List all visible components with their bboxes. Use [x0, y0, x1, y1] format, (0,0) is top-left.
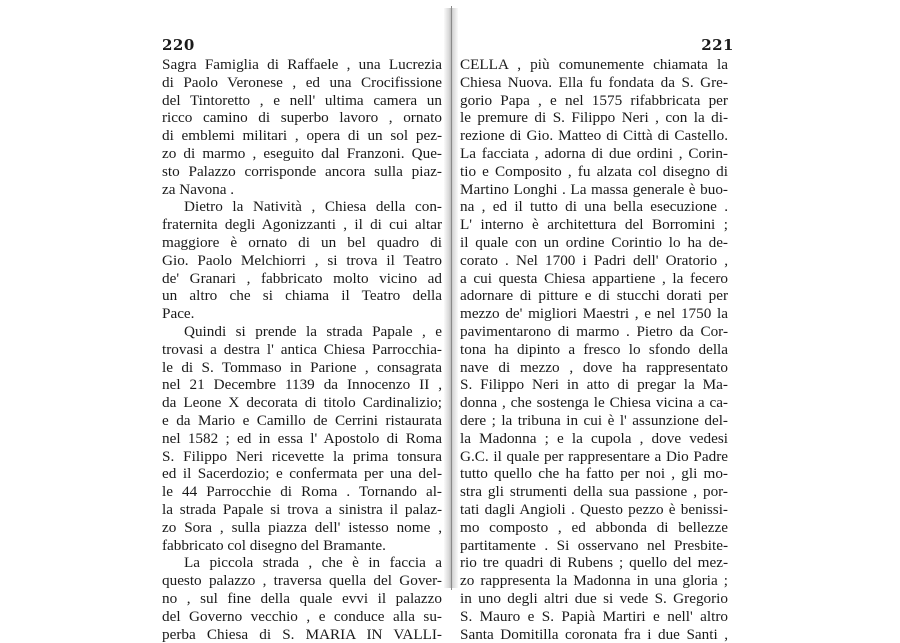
text-line: na , ed il tutto di una bella esecuzione . [460, 198, 728, 216]
text-line: Dietro la Natività , Chiesa della con- [162, 198, 442, 216]
text-line: za Navona . [162, 181, 442, 199]
text-line: Gio. Paolo Melchiorri , si trova il Teatro [162, 252, 442, 270]
text-line: nel 1582 ; ed in essa l' Apostolo di Roma [162, 430, 442, 448]
text-line: rio tre quadri di Rubens ; quello del mez- [460, 554, 728, 572]
text-line: S. Filippo Neri in atto di pregar la Ma- [460, 376, 728, 394]
text-line: tio e Composito , fu alzata col disegno di [460, 163, 728, 181]
text-line: corato . Nel 1700 i Padri dell' Oratorio , [460, 252, 728, 270]
text-line: del Tintoretto , e nell' ultima camera un [162, 92, 442, 110]
text-line: donna , che sostenga le Chiesa vicina a ca- [460, 394, 728, 412]
text-line: adornare di pitture e di stucchi dorati per [460, 287, 728, 305]
text-line: dere ; la tribuna in cui è l' assunzione del- [460, 412, 728, 430]
text-line: mezzo de' migliori Maestri , e nel 1750 la [460, 305, 728, 323]
text-line: ricco camino di superbo lavoro , ornato [162, 109, 442, 127]
text-line: zo Sora , sulla piazza dell' istesso nome , [162, 519, 442, 537]
text-line: a cui questa Chiesa appartiene , la fecero [460, 270, 728, 288]
right-page-text [460, 44, 728, 643]
text-line: fraternita degli Agonizzanti , il di cui altar [162, 216, 442, 234]
text-line: le 44 Parrocchie di Roma . Tornando al- [162, 483, 442, 501]
text-line: fabbricato col disegno del Bramante. [162, 537, 442, 555]
text-line: zo rappresenta la Madonna in una gloria ; [460, 572, 728, 590]
left-page-text [162, 44, 442, 643]
right-page-number: 221 [701, 36, 734, 54]
text-line: del Governo vecchio , e conduce alla su- [162, 608, 442, 626]
text-line: nel 21 Decembre 1139 da Innocenzo II , [162, 376, 442, 394]
text-line: Santa Domitilla coronata fra i due Santi , [460, 626, 728, 643]
text-line: rezione di Gio. Matteo di Città di Castello. [460, 127, 728, 145]
text-line: tutto quello che ha fatto per noi , gli mo- [460, 465, 728, 483]
text-line: partitamente . Si osservano nel Presbite- [460, 537, 728, 555]
text-line: tona ha dipinto a fresco lo sfondo della [460, 341, 728, 359]
text-line: S. Filippo Neri ricevette la prima tonsura [162, 448, 442, 466]
text-line: in uno degli altri due si vede S. Gregorio [460, 590, 728, 608]
text-line: trovasi a destra l' antica Chiesa Parrocchia- [162, 341, 442, 359]
text-line: mo composto , ed abbonda di bellezze [460, 519, 728, 537]
text-line: Martino Longhi . La massa generale è buo- [460, 181, 728, 199]
text-line: questo palazzo , traversa quella del Gover- [162, 572, 442, 590]
text-line: e da Mario e Camillo de Cerrini ristaurata [162, 412, 442, 430]
text-line: Quindi si prende la strada Papale , e [162, 323, 442, 341]
left-page [162, 44, 442, 643]
text-line: CELLA , più comunemente chiamata la [460, 56, 728, 74]
text-line: L' interno è architettura del Borromini ; [460, 216, 728, 234]
text-line: ed il Sacerdozio; e confermata per una del- [162, 465, 442, 483]
text-line: de' Granari , fabbricato molto vicino ad [162, 270, 442, 288]
text-line: no , sul fine della quale evvi il palazzo [162, 590, 442, 608]
text-line: la Madonna ; e la cupola , dove vedesi [460, 430, 728, 448]
text-line: di emblemi militari , opera di un sol pez- [162, 127, 442, 145]
text-line: da Leone X decorata di titolo Cardinalizio; [162, 394, 442, 412]
text-line: gorio Papa , e nel 1575 rifabbricata per [460, 92, 728, 110]
text-line: la strada Papale si trova a sinistra il palaz- [162, 501, 442, 519]
text-line: nave di mezzo , dove ha rappresentato [460, 359, 728, 377]
text-line: un altro che si chiama il Teatro della [162, 287, 442, 305]
text-line: Chiesa Nuova. Ella fu fondata da S. Gre- [460, 74, 728, 92]
text-line: La piccola strada , che è in faccia a [162, 554, 442, 572]
text-line: La facciata , adorna di due ordini , Corin- [460, 145, 728, 163]
text-line: zo di marmo , eseguito dal Franzoni. Que- [162, 145, 442, 163]
text-line: le premure di S. Filippo Neri , con la di- [460, 109, 728, 127]
text-line: di Paolo Veronese , ed una Crocifissione [162, 74, 442, 92]
text-line: stra gli strumenti della sua passione , por- [460, 483, 728, 501]
text-line: S. Mauro e S. Papià Martiri e nell' altro [460, 608, 728, 626]
text-line: il quale con un ordine Corintio lo ha de- [460, 234, 728, 252]
text-line: tati dagli Angioli . Questo pezzo è benissi- [460, 501, 728, 519]
left-page-number: 220 [162, 36, 195, 54]
text-line: sto Palazzo corrisponde ancora sulla piaz- [162, 163, 442, 181]
text-line: perba Chiesa di S. MARIA IN VALLI- [162, 626, 442, 643]
text-line: Sagra Famiglia di Raffaele , una Lucrezia [162, 56, 442, 74]
right-page [460, 44, 728, 643]
text-line: le di S. Tommaso in Parione , consagrata [162, 359, 442, 377]
text-line: G.C. il quale per rappresentare a Dio Padre [460, 448, 728, 466]
text-line: maggiore è ornato di un bel quadro di [162, 234, 442, 252]
text-line: Pace. [162, 305, 442, 323]
text-line: pavimentarono di marmo . Pietro da Cor- [460, 323, 728, 341]
gutter-fold-line [451, 6, 452, 590]
